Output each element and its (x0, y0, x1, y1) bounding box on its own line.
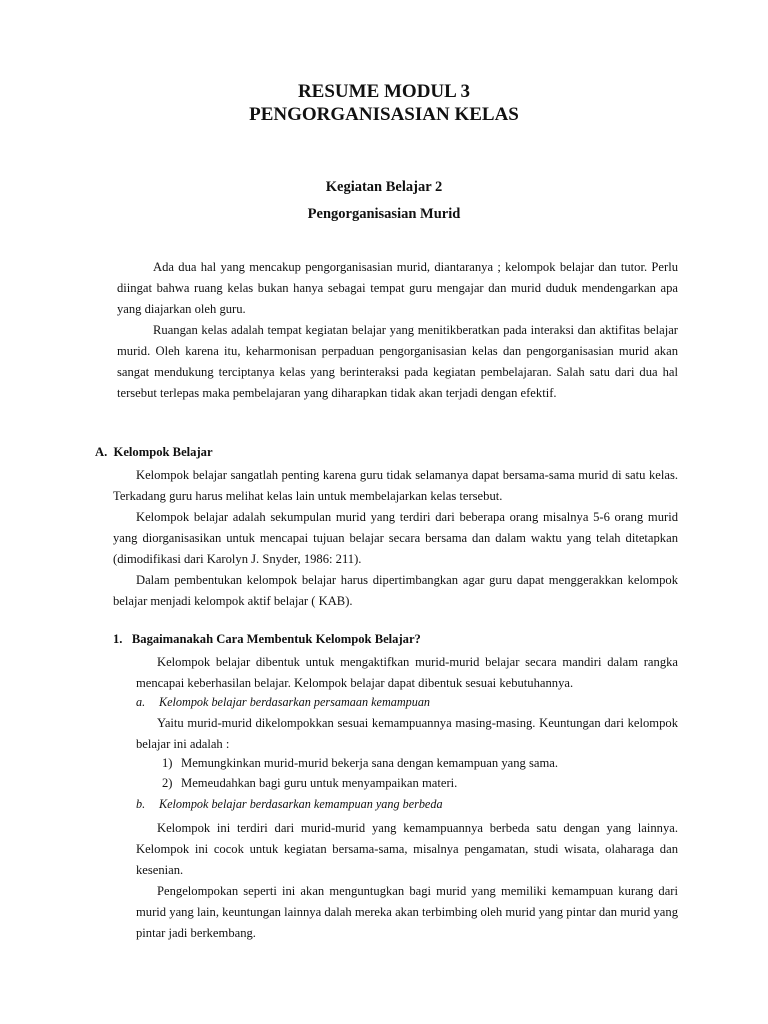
list-item (162, 756, 558, 771)
section-a-paragraph-1: Kelompok belajar sangatlah penting karena guru tidak selamanya dapat bersama-sama murid di satu kelas. Terkadang guru harus melihat kelas lain untuk membelajarkan kelas tersebut. (113, 468, 678, 503)
point-b-label (136, 797, 443, 812)
list-item-text: Memeudahkan bagi guru untuk menyampaikan materi. (181, 776, 458, 790)
list-item (162, 776, 457, 791)
list-item-text: Memungkinkan murid-murid bekerja sana dengan kemampuan yang sama. (181, 756, 559, 770)
topic-subtitle: Pengorganisasian Murid (307, 206, 461, 222)
point-b-text: Kelompok belajar berdasarkan kemampuan yang berbeda (159, 797, 443, 811)
intro-paragraph-2: Ruangan kelas adalah tempat kegiatan belajar yang menitikberatkan pada interaksi dan aktifitas belajar murid. Oleh karena itu, keharmonisan perpaduan pengorganisasian kelas dan pengorganisasian murid akan sangat mendukung terciptanya kelas yang berinteraksi pada kegiatan pembelajaran. Salah satu dari dua hal tersebut terlepas maka pembelajaran yang diharapkan tidak akan terjadi dengan efektif. (117, 323, 678, 400)
intro-paragraph-1: Ada dua hal yang mencakup pengorganisasian murid, diantaranya ; kelompok belajar dan tutor. Perlu diingat bahwa ruang kelas bukan hanya sebagai tempat guru mengajar dan murid duduk mendengarkan apa yang diajarkan oleh guru. (117, 260, 678, 316)
point-b-paragraph-2: Pengelompokan seperti ini akan menguntugkan bagi murid yang memiliki kemampuan kurang dari murid yang lain, keuntungan lainnya dalah mereka akan terbimbing oleh murid yang pintar dan murid yang pintar jadi berkembang. (136, 884, 678, 940)
point-b-letter: b. (136, 797, 146, 811)
point-a-paragraph: Yaitu murid-murid dikelompokkan sesuai kemampuannya masing-masing. Keuntungan dari kelompok belajar ini adalah : (136, 716, 678, 751)
document-title-line2: PENGORGANISASIAN KELAS (249, 104, 519, 125)
document-title-line1: RESUME MODUL 3 (297, 81, 471, 102)
subsection-1-heading: 1. Bagaimanakah Cara Membentuk Kelompok Belajar? (113, 632, 421, 646)
list-item-number: 1) (162, 756, 173, 770)
point-a-text: Kelompok belajar berdasarkan persamaan kemampuan (159, 695, 431, 709)
point-a-label (136, 695, 430, 710)
section-a-paragraph-2: Kelompok belajar adalah sekumpulan murid yang terdiri dari beberapa orang misalnya 5-6 orang murid yang diorganisasikan untuk mencapai tujuan belajar secara bersama dan dalam waktu yang telah ditetapkan (dimodifikasi dari Karolyn J. Snyder, 1986: 211). (113, 510, 678, 566)
section-a-heading: A. Kelompok Belajar (95, 445, 213, 459)
point-b-paragraph-1: Kelompok ini terdiri dari murid-murid yang kemampuannya berbeda satu dengan yang lainnya. Kelompok ini cocok untuk kegiatan bersama-sama, misalnya pengamatan, studi wisata, olaharaga dan kesenian. (136, 821, 678, 877)
section-a-paragraph-3: Dalam pembentukan kelompok belajar harus dipertimbangkan agar guru dapat menggerakkan kelompok belajar menjadi kelompok aktif belajar ( KAB). (113, 573, 678, 608)
activity-subtitle: Kegiatan Belajar 2 (325, 179, 443, 195)
point-a-letter: a. (136, 695, 146, 709)
list-item-number: 2) (162, 776, 173, 790)
subsection-1-paragraph: Kelompok belajar dibentuk untuk mengaktifkan murid-murid belajar secara mandiri dalam rangka mencapai keberhasilan belajar. Kelompok belajar dapat dibentuk sesuai kebutuhannya. (136, 655, 678, 690)
